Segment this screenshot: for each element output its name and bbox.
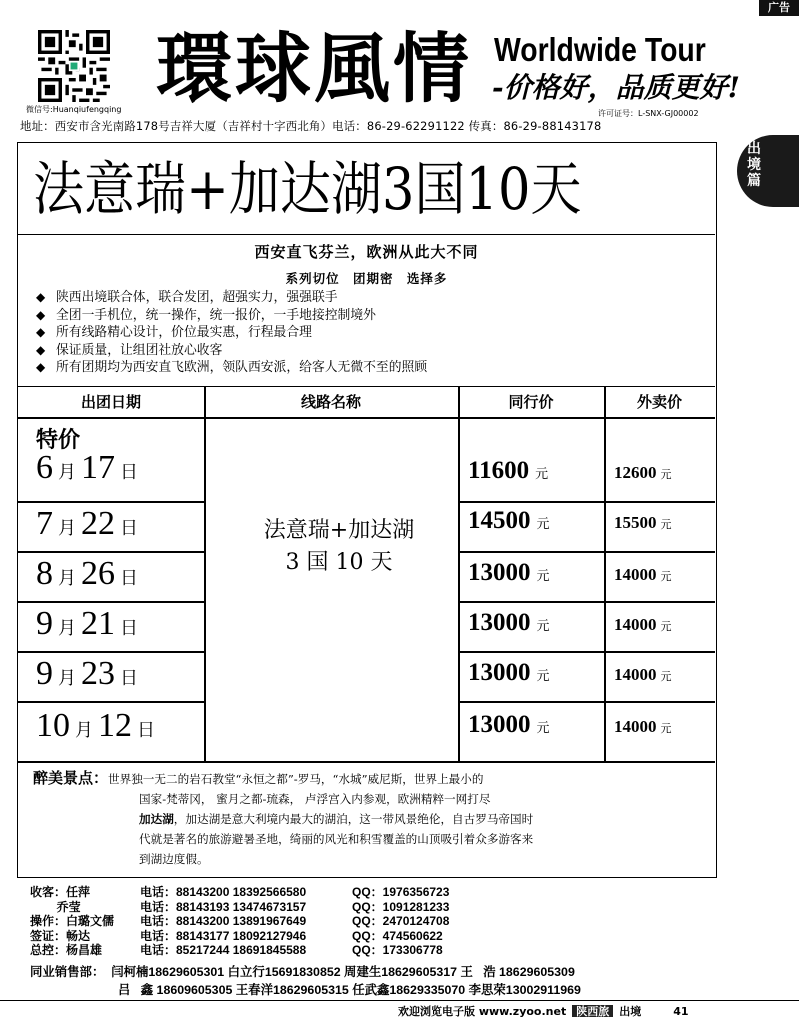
route-name: 法意瑞+加达湖 3 国 10 天 [263, 518, 415, 575]
features-heading: 系列切位 团期密 选择多 [285, 271, 448, 286]
ad-tag: 广告 [759, 0, 799, 16]
diamond-bullet-icon: ◆ [36, 342, 46, 357]
list-item: ◆ 陕西出境联合体，联合发团，超强实力，强强联手 [36, 290, 338, 305]
qr-code-icon [38, 30, 110, 102]
magazine-logo: 陕西旅 [572, 1005, 613, 1017]
title-area [18, 143, 715, 235]
trade-price: 14500 元 [468, 507, 550, 534]
retail-price: 14000 元 [614, 565, 672, 584]
departure-date: 10 月 12 日 [36, 707, 155, 744]
license-number: 许可证号：L-SNX-GJ00002 [598, 109, 699, 118]
tour-offer-box [17, 142, 717, 878]
trade-price: 13000 元 [468, 609, 550, 636]
header-departure-date: 出团日期 [80, 393, 141, 411]
page-footer [398, 1003, 689, 1017]
diamond-bullet-icon: ◆ [36, 290, 46, 304]
header-retail-price: 外卖价 [636, 393, 682, 411]
departure-date: 6 月 17 日 [36, 449, 138, 486]
feature-list [36, 289, 427, 377]
header-trade-price: 同行价 [508, 393, 554, 411]
brand-logo-en: Worldwide Tour [494, 31, 706, 68]
sales-department: 同业销售部： 闫柯楠18629605301 白立行15691830852 周建生18629605317 王 浩 18629605309 吕 鑫 18609605305 王春洋18629605315 任武鑫18629335070 李思荣13002911969 [30, 965, 581, 997]
diamond-bullet-icon: ◆ [36, 360, 46, 375]
trade-price: 11600 元 [468, 457, 549, 484]
list-item: ◆ 所有团期均为西安直飞欧洲，领队西安派，给客人无微不至的照顾 [36, 360, 428, 376]
retail-price: 14000 元 [614, 665, 672, 684]
footer-divider [0, 1000, 799, 1001]
scenic-spots: 醉美景点：世界独一无二的岩石教堂“永恒之都”-罗马，“水城”威尼斯，世界上最小的 国家-梵蒂冈， 蜜月之都-琉森， 卢浮宫入内参观，欧洲精粹一网打尽 加达湖，加达湖是意大利境内最大的湖泊，这一带风景绝伦，自古罗马帝国时 代就是著名的旅游避暑圣地，绮丽的风光和积雪覆盖的山顶吸引着众多游客来 到湖边度假。 [33, 769, 534, 866]
trade-price: 13000 元 [468, 559, 550, 586]
footer-website: 欢迎浏览电子版 www.zyoo.net [398, 1005, 567, 1017]
garda-lake-label: 加达湖 [139, 812, 174, 826]
departure-date: 7 月 22 日 [36, 505, 138, 542]
footer-section: 出境 [619, 1005, 642, 1017]
retail-price: 12600 元 [614, 463, 672, 482]
diamond-bullet-icon: ◆ [36, 325, 46, 340]
price-table [18, 386, 715, 762]
retail-price: 14000 元 [614, 615, 672, 634]
brand-slogan: -价格好，品质更好! [492, 71, 740, 104]
trade-price: 13000 元 [468, 659, 550, 686]
special-offer-label: 特价 [36, 427, 81, 453]
retail-price: 15500 元 [614, 513, 672, 532]
qr-caption: 微信号:Huanqiufengqing [26, 105, 122, 114]
departure-date: 8 月 26 日 [36, 555, 138, 592]
company-address: 地址：西安市含光南路178号吉祥大厦（吉祥村十字西北角）电话：86-29-62291122 传真：86-29-88143178 [20, 119, 602, 133]
diamond-bullet-icon: ◆ [36, 307, 46, 322]
departure-date: 9 月 21 日 [36, 605, 138, 642]
section-tab-outbound: 出境篇 [737, 135, 799, 207]
list-item: ◆ 全团一手机位，统一操作，统一报价，一手地接控制境外 [36, 307, 376, 323]
list-item: ◆ 保证质量，让组团社放心收客 [36, 342, 223, 358]
tour-title: 法意瑞+加达湖3国10天 [33, 155, 582, 223]
header-route-name: 线路名称 [300, 393, 361, 411]
tour-subtitle: 西安直飞芬兰，欧洲从此大不同 [254, 243, 479, 261]
trade-price: 13000 元 [468, 711, 550, 738]
retail-price: 14000 元 [614, 717, 672, 736]
departure-date: 9 月 23 日 [36, 655, 138, 692]
list-item: ◆ 所有线路精心设计，价位最实惠，行程最合理 [36, 325, 312, 341]
brand-logo-cn: 環球風情 [156, 24, 472, 113]
scenic-label: 醉美景点： [33, 769, 109, 787]
page-number: 41 [673, 1005, 689, 1017]
